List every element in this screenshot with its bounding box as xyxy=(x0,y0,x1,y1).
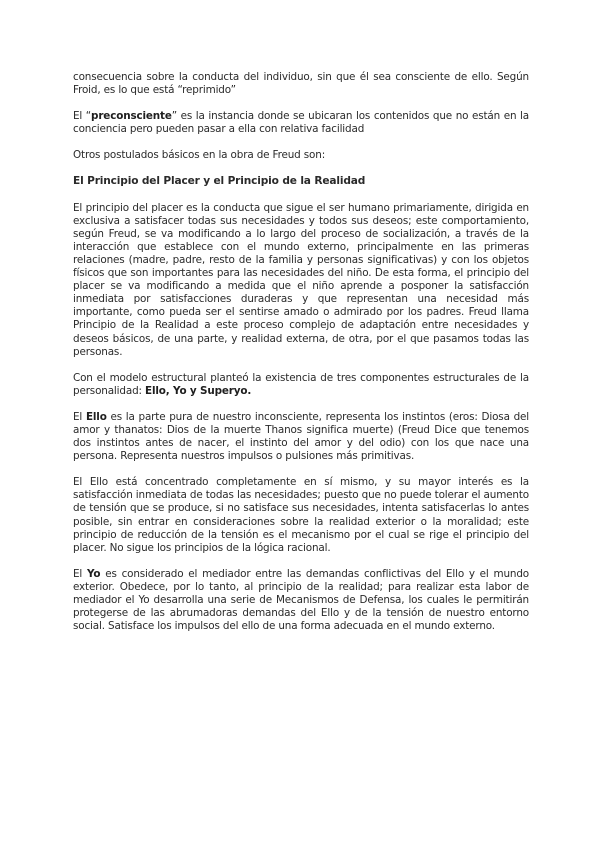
paragraph-reprimido xyxy=(73,71,529,97)
paragraph-text-pre: El “ xyxy=(73,110,92,123)
paragraph-text-post: es considerado el mediador entre las demandas conflictivas del Ello y el mundo exterior. Obedece, por lo tanto, al principio de la realidad; para realizar esta labor de mediador el Yo desarrolla una serie de Mecanismos de Defensa, los cuales le permitirán protegerse de las abrumadoras demandas del Ello y de la tensión de nuestro entorno social. Satisface los impulsos del ello de una forma adecuada en el mundo externo. xyxy=(73,567,529,633)
term-yo: Yo xyxy=(86,567,101,580)
paragraph-text: El principio del placer es la conducta que sigue el ser humano primariamente, dirigida en exclusiva a satisfacer todas sus necesidades y todos sus deseos; este comportamiento, según Freud, se va modificando a lo largo del proceso de socialización, a través de la interacción que establece con el mundo externo, principalmente en las primeras relaciones (madre, padre, resto de la familia y personas significativas) y con los objetos físicos que son importantes para las necesidades del niño. De esta forma, el principio del placer se va modificando a medida que el niño aprende a posponer la satisfacción inmediata por satisfacciones duraderas y que representan una necesidad más importante, como pueda ser el sentirse amado o admirado por los padres. Freud llama Principio de la Realidad a este proceso complejo de adaptación entre necesidades y deseos básicos, de una parte, y realidad externa, de otra, por el que pasamos todas las personas. xyxy=(73,201,529,358)
paragraph-text-post: es la parte pura de nuestro inconsciente, representa los instintos (eros: Diosa del amor y thanatos: Dios de la muerte Thanos significa muerte) (Freud Dice que tenemos dos instintos antes de nacer, el instinto del amor y del odio) con los que nace una persona. Representa nuestros impulsos o pulsiones más primitivas. xyxy=(73,410,529,463)
paragraph-yo xyxy=(73,568,529,633)
paragraph-text: El Ello está concentrado completamente en sí mismo, y su mayor interés es la satisfacción inmediata de todas las necesidades; puesto que no puede tolerar el aumento de tensión que se produce, si no satisface sus necesidades, intenta satisfacerlas lo antes posible, sin entrar en consideraciones sobre la realidad exterior o la moralidad; este principio de reducción de la tensión es el mecanismo por el cual se rige el principio del placer. No sigue los principios de la lógica racional. xyxy=(73,476,529,554)
document-page xyxy=(73,71,529,646)
section-heading: El Principio del Placer y el Principio de la Realidad xyxy=(73,175,366,188)
paragraph-text: Con el modelo estructural planteó la existencia de tres componentes estructurales de la personalidad: xyxy=(73,371,529,397)
term-ello: Ello xyxy=(85,410,107,423)
paragraph-text-post: ” es la instancia donde se ubicaran los contenidos que no están en la conciencia pero pueden pasar a ella con relativa facilidad xyxy=(73,110,529,136)
paragraph-text-pre: El xyxy=(73,567,87,580)
paragraph-ello-concentrado xyxy=(73,476,529,555)
paragraph-modelo-estructural xyxy=(73,372,529,398)
paragraph-ello xyxy=(73,411,529,463)
paragraph-preconsciente xyxy=(73,110,529,136)
paragraph-text: Otros postulados básicos en la obra de Freud son: xyxy=(73,149,326,162)
term-preconsciente: preconsciente xyxy=(91,110,172,123)
paragraph-text: consecuencia sobre la conducta del individuo, sin que él sea consciente de ello. Según Froid, es lo que está “reprimido” xyxy=(73,71,529,97)
paragraph-postulados xyxy=(73,149,529,162)
paragraph-text-pre: El xyxy=(73,410,86,423)
term-ello-yo-superyo: Ello, Yo y Superyo. xyxy=(145,384,252,397)
paragraph-principio-placer xyxy=(73,202,529,359)
